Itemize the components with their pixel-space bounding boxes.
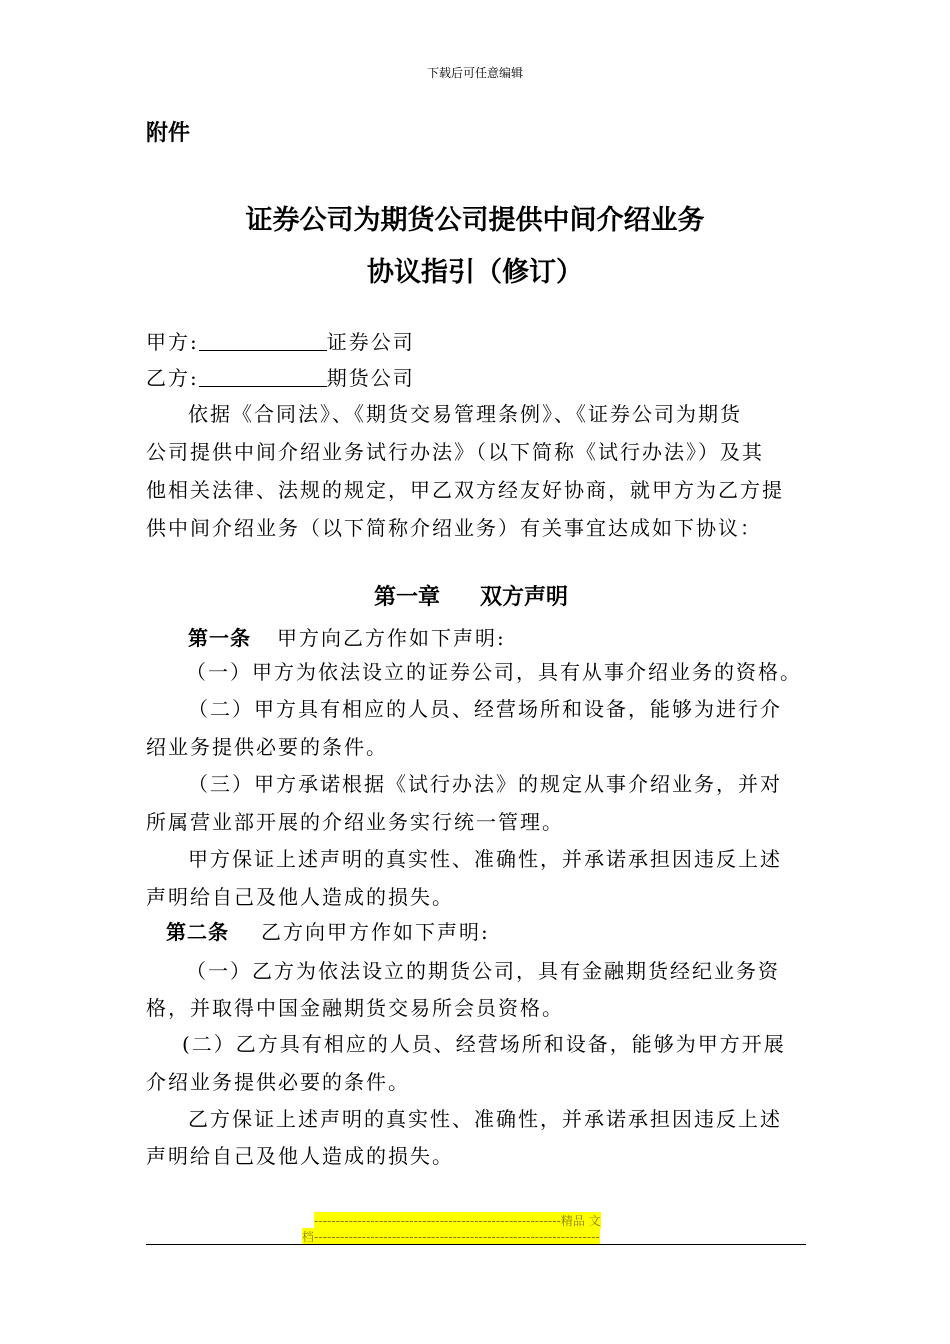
article1-line: 声明给自己及他人造成的损失。: [146, 885, 454, 909]
article1-line: （三）甲方承诺根据《试行办法》的规定从事介绍业务，并对: [188, 772, 782, 796]
article1-heading: 甲方向乙方作如下声明:: [277, 626, 506, 650]
article2-line: 介绍业务提供必要的条件。: [146, 1070, 410, 1094]
party-a-blank: [199, 332, 327, 351]
article2-line: 声明给自己及他人造成的损失。: [146, 1144, 454, 1168]
party-b-blank: [199, 368, 327, 387]
article1-line: 所属营业部开展的介绍业务实行统一管理。: [146, 810, 564, 834]
article1-line: 绍业务提供必要的条件。: [146, 735, 388, 759]
article2-line: 格，并取得中国金融期货交易所会员资格。: [146, 996, 564, 1020]
article1-label: 第一条: [188, 626, 251, 650]
article2-line: （一）乙方为依法设立的期货公司，具有金融期货经纪业务资: [186, 959, 780, 983]
intro-line: 供中间介绍业务（以下简称介绍业务）有关事宜达成如下协议：: [146, 516, 762, 540]
footer-rule: [146, 1244, 806, 1245]
article2-line: (二）乙方具有相应的人员、经营场所和设备，能够为甲方开展: [182, 1032, 786, 1056]
intro-line: 公司提供中间介绍业务试行办法》（以下简称《试行办法》）及其: [146, 440, 764, 464]
article1-line: （一）甲方为依法设立的证券公司，具有从事介绍业务的资格。: [186, 660, 802, 684]
party-b-suffix: 期货公司: [326, 366, 415, 390]
article2-heading-line: [166, 916, 490, 945]
chapter-name: 双方声明: [480, 585, 569, 610]
document-title-line2: 协议指引（修订）: [367, 257, 583, 288]
article1-line: 甲方保证上述声明的真实性、准确性，并承诺承担因违反上述: [188, 847, 782, 871]
intro-line: 依据《合同法》、《期货交易管理条例》、《证券公司为期货: [188, 402, 742, 426]
article2-heading: 乙方向甲方作如下声明:: [261, 920, 490, 944]
party-a-line: [146, 326, 415, 355]
article1-line: （二）甲方具有相应的人员、经营场所和设备，能够为进行介: [188, 697, 782, 721]
article2-line: 乙方保证上述声明的真实性、准确性，并承诺承担因违反上述: [188, 1107, 782, 1131]
party-b-label: 乙方:: [146, 366, 199, 390]
article1-heading-line: [188, 622, 506, 651]
party-b-line: [146, 362, 415, 391]
chapter-number: 第一章: [374, 585, 441, 610]
footer-watermark-line2: 档------------------------------------------------------------------: [302, 1230, 600, 1244]
attachment-label: 附件: [146, 121, 191, 146]
document-title-line1: 证券公司为期货公司提供中间介绍业务: [245, 205, 705, 236]
footer-watermark-line1: ---------------------------------------------------------精品 文: [314, 1214, 601, 1228]
article2-label: 第二条: [166, 920, 229, 944]
page-header-note: 下载后可任意编辑: [426, 66, 523, 80]
party-a-suffix: 证券公司: [326, 330, 415, 354]
party-a-label: 甲方:: [146, 330, 199, 354]
chapter-heading: [374, 580, 568, 611]
intro-line: 他相关法律、法规的规定，甲乙双方经友好协商，就甲方为乙方提: [146, 478, 784, 502]
